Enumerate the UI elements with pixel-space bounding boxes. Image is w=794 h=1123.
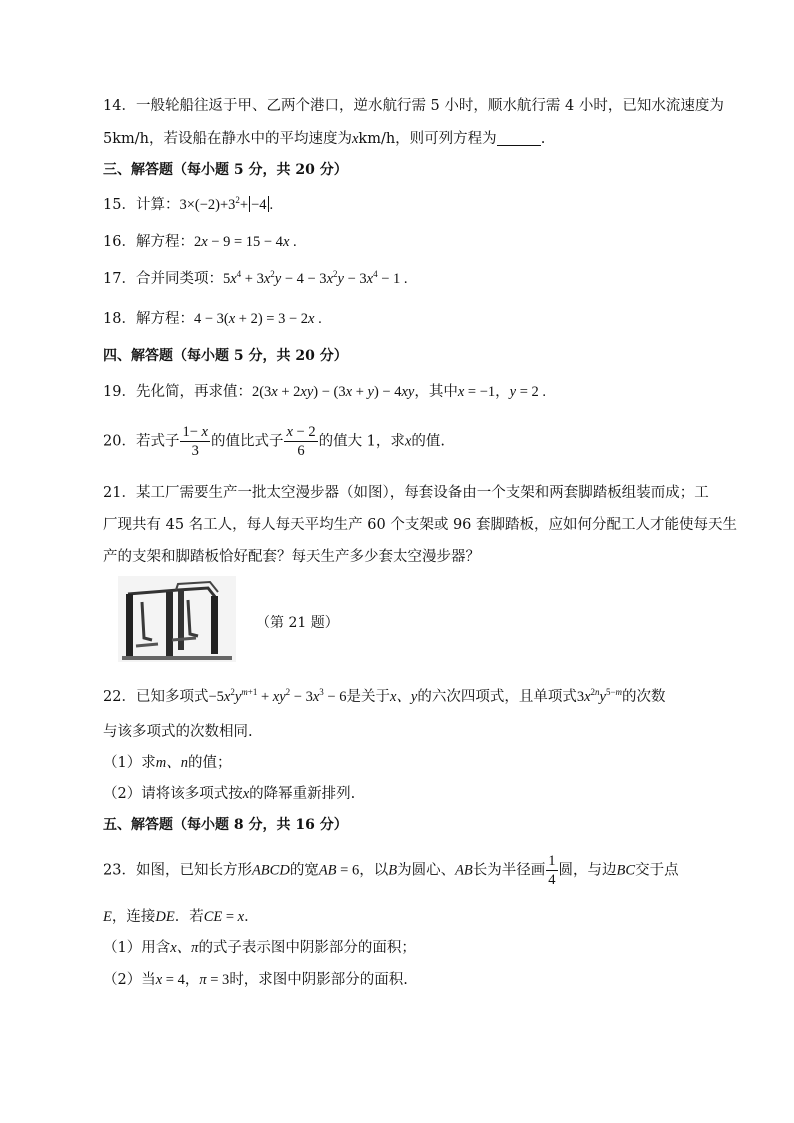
q23-x-value: x = 4 bbox=[155, 972, 185, 988]
q22-text: 是关于 bbox=[346, 689, 390, 705]
q23-point-b: B bbox=[388, 862, 398, 879]
section-3-heading: 三、解答题（每小题 5 分，共 20 分） bbox=[103, 162, 348, 178]
q20-text: 的值比式子 bbox=[210, 433, 284, 450]
var-x: x bbox=[404, 433, 412, 450]
space-walker-figure bbox=[118, 576, 236, 662]
q17-label: 17．合并同类项： bbox=[103, 271, 223, 287]
q22-line1 bbox=[103, 687, 666, 707]
var-x: x bbox=[351, 131, 359, 147]
q20 bbox=[103, 424, 445, 459]
q23-text: 交于点 bbox=[635, 862, 679, 879]
q22-line2: 与该多项式的次数相同. bbox=[103, 724, 253, 740]
q20-label: 20．若式子 bbox=[103, 433, 180, 450]
q23-text: ，连接 bbox=[111, 909, 156, 925]
fraction-x-minus-2-over-6: $\frac{x - 2}{6}$ bbox=[286, 424, 316, 459]
q23-vars: x、π bbox=[170, 940, 199, 956]
q23-sub1 bbox=[103, 938, 416, 958]
q19-text: ，其中 bbox=[414, 384, 458, 400]
q23-text: 长为半径画 bbox=[472, 862, 546, 879]
q23-rect: ABCD bbox=[251, 862, 290, 879]
q23-line2 bbox=[103, 907, 259, 927]
answer-blank bbox=[497, 131, 541, 146]
q22-vars: m、n bbox=[155, 755, 188, 771]
q22-text: 的降幂重新排列. bbox=[249, 786, 356, 802]
fraction-one-quarter: $\frac{1}{4}$ bbox=[548, 853, 556, 888]
q23-text: 时，求图中阴影部分的面积. bbox=[229, 972, 408, 988]
q23-de: DE bbox=[155, 909, 175, 925]
q22-text: 的值； bbox=[187, 755, 232, 771]
q22-monomial: $3x^{2n}y^{5-m}$ bbox=[576, 687, 623, 705]
q23-text: 的式子表示图中阴影部分的面积； bbox=[198, 940, 416, 956]
q22-sub1 bbox=[103, 753, 231, 773]
q22-text: （2）请将该多项式按 bbox=[103, 786, 243, 802]
q15-expression: $3\times(-2)+3^2+ -4$ . bbox=[179, 195, 274, 213]
section-5-heading: 五、解答题（每小题 8 分，共 16 分） bbox=[103, 817, 348, 833]
q22-polynomial: $-5x^2y^{m+1} + xy^2 - 3x^3 - 6$ bbox=[208, 687, 347, 705]
q23-ce-value: CE = x bbox=[203, 909, 245, 925]
q19-text: ， bbox=[495, 384, 510, 400]
section-4-heading: 四、解答题（每小题 5 分，共 20 分） bbox=[103, 348, 348, 364]
q14-text: . bbox=[540, 131, 546, 147]
q14-line2 bbox=[103, 129, 545, 149]
q21-line2: 厂现共有 45 名工人，每人每天平均生产 60 个支架或 96 套脚踏板，应如何分配工人才能使每天生 bbox=[103, 517, 738, 533]
q23-text: ， bbox=[184, 972, 200, 988]
q22-vars: x、y bbox=[389, 689, 418, 705]
q22-text: 的六次四项式，且单项式 bbox=[417, 689, 577, 705]
q23-text: （1）用含 bbox=[103, 940, 171, 956]
q23-text: ．若 bbox=[174, 909, 204, 925]
q22-sub2 bbox=[103, 784, 355, 804]
q23-text: （2）当 bbox=[103, 972, 156, 988]
q17-expression: $5x^4 + 3x^2y - 4 - 3x^2y - 3x^4 - 1$ . bbox=[222, 269, 408, 287]
q21-line1: 21．某工厂需要生产一批太空漫步器（如图），每套设备由一个支架和两套脚踏板组装而成；工 bbox=[103, 485, 709, 501]
q16-label: 16．解方程： bbox=[103, 234, 194, 250]
q19-x-value: x = −1 bbox=[457, 384, 496, 400]
q16-equation: 2x − 9 = 15 − 4x . bbox=[193, 234, 297, 250]
q23-text: 为圆心、 bbox=[397, 862, 456, 879]
q23-point-e: E bbox=[103, 909, 112, 925]
q20-text: 的值. bbox=[411, 433, 445, 450]
q18-equation: 4 − 3(x + 2) = 3 − 2x . bbox=[193, 311, 322, 327]
q14-text: km/h，则可列方程为 bbox=[358, 131, 497, 147]
q15-label: 15．计算： bbox=[103, 197, 180, 213]
q23-ab: AB bbox=[455, 862, 473, 879]
q22-text: 的次数 bbox=[622, 689, 666, 705]
var-x: x bbox=[242, 786, 250, 802]
q18 bbox=[103, 309, 322, 329]
q19 bbox=[103, 382, 546, 402]
q16 bbox=[103, 232, 297, 252]
fraction-1-minus-x-over-3: $\frac{1- x}{3}$ bbox=[182, 424, 208, 459]
q14-line1: 14．一般轮船往返于甲、乙两个港口，逆水航行需 5 小时，顺水航行需 4 小时，已知水流速度为 bbox=[103, 98, 724, 114]
q23-label: 23．如图，已知长方形 bbox=[103, 862, 252, 879]
q23-text: 的宽 bbox=[289, 862, 319, 879]
q23-bc: BC bbox=[616, 862, 636, 879]
q17 bbox=[103, 269, 408, 289]
q19-y-value: y = 2 . bbox=[509, 384, 547, 400]
q14-text: 5km/h，若设船在静水中的平均速度为 bbox=[103, 131, 352, 147]
q22-text: （1）求 bbox=[103, 755, 156, 771]
figure-caption: （第 21 题） bbox=[256, 615, 339, 631]
q23-line1 bbox=[103, 853, 679, 888]
q23-text: ，以 bbox=[359, 862, 389, 879]
q15 bbox=[103, 195, 273, 215]
q23-text: ． bbox=[244, 909, 259, 925]
q20-text: 的值大 1，求 bbox=[318, 433, 405, 450]
q23-pi-value: π = 3 bbox=[199, 972, 230, 988]
q18-label: 18．解方程： bbox=[103, 311, 194, 327]
q23-text: 圆，与边 bbox=[558, 862, 617, 879]
q21-line3: 产的支架和脚踏板恰好配套？每天生产多少套太空漫步器？ bbox=[103, 549, 480, 565]
q23-ab-value: AB = 6 bbox=[318, 862, 360, 879]
q19-expression: 2(3x + 2xy) − (3x + y) − 4xy bbox=[251, 384, 415, 400]
q19-label: 19．先化简，再求值： bbox=[103, 384, 252, 400]
q23-sub2 bbox=[103, 970, 408, 990]
q22-label: 22．已知多项式 bbox=[103, 689, 209, 705]
